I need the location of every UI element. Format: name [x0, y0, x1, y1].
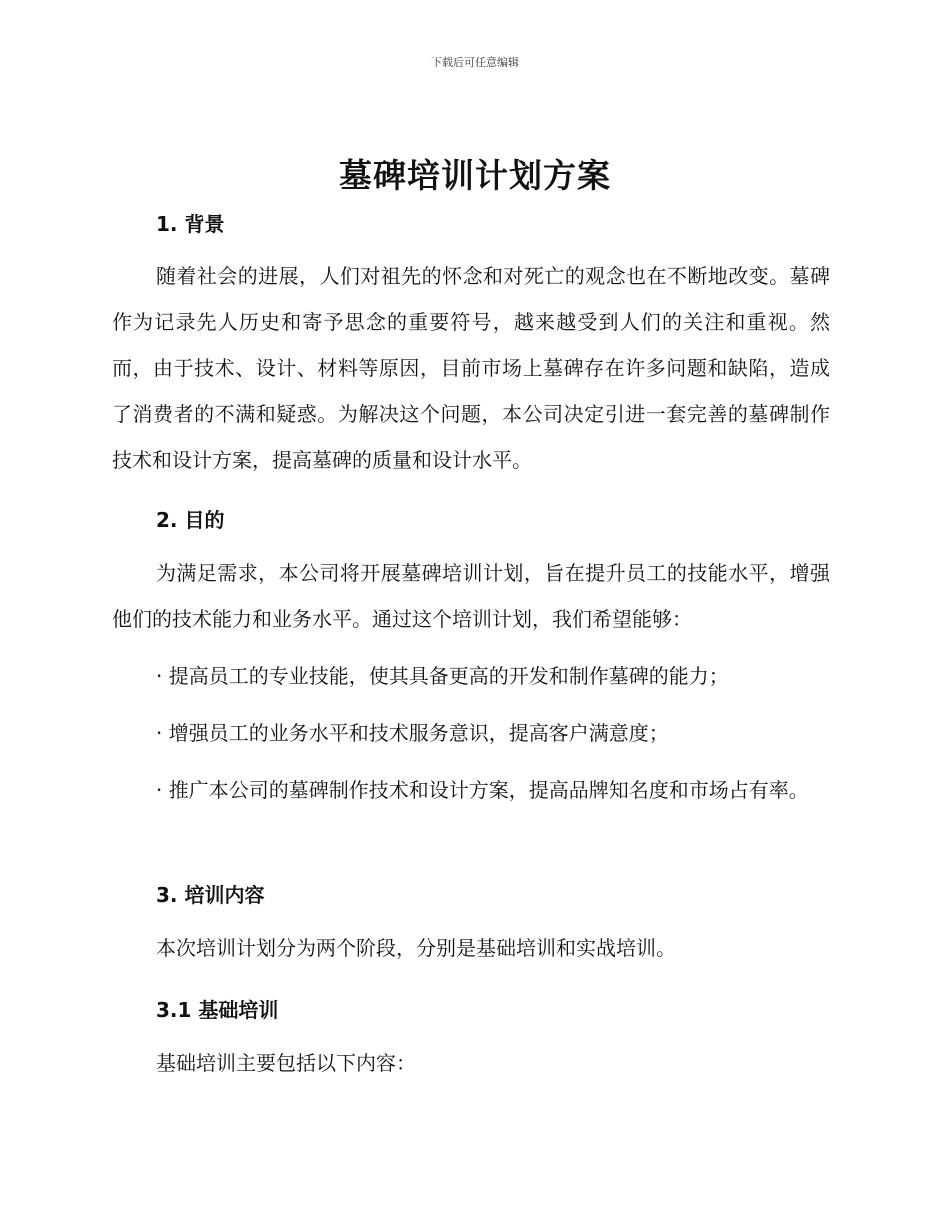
section-heading-basic: 3.1 基础培训: [156, 998, 279, 1022]
header-note: 下载后可任意编辑: [431, 56, 519, 69]
section-heading-background: 1. 背景: [156, 212, 225, 236]
section-heading-purpose: 2. 目的: [156, 508, 225, 532]
section-heading-content: 3. 培训内容: [156, 883, 265, 907]
purpose-bullet-2: · 增强员工的业务水平和技术服务意识，提高客户满意度；: [156, 721, 669, 745]
purpose-bullet-3: · 推广本公司的墓碑制作技术和设计方案，提高品牌知名度和市场占有率。: [156, 778, 809, 802]
document-title: 墓碑培训计划方案: [339, 156, 611, 195]
content-paragraph: 本次培训计划分为两个阶段，分别是基础培训和实战培训。: [156, 936, 676, 960]
background-paragraph: 随着社会的进展，人们对祖先的怀念和对死亡的观念也在不断地改变。墓碑作为记录先人历史和寄予思念的重要符号，越来越受到人们的关注和重视。然而，由于技术、设计、材料等原因，目前市场上墓碑存在许多问题和缺陷，造成了消费者的不满和疑惑。为解决这个问题，本公司决定引进一套完善的墓碑制作技术和设计方案，提高墓碑的质量和设计水平。: [112, 264, 830, 472]
purpose-paragraph: 为满足需求，本公司将开展墓碑培训计划，旨在提升员工的技能水平，增强他们的技术能力和业务水平。通过这个培训计划，我们希望能够：: [112, 561, 830, 631]
purpose-bullet-1: · 提高员工的专业技能，使其具备更高的开发和制作墓碑的能力；: [156, 664, 729, 688]
basic-paragraph: 基础培训主要包括以下内容：: [156, 1051, 416, 1075]
